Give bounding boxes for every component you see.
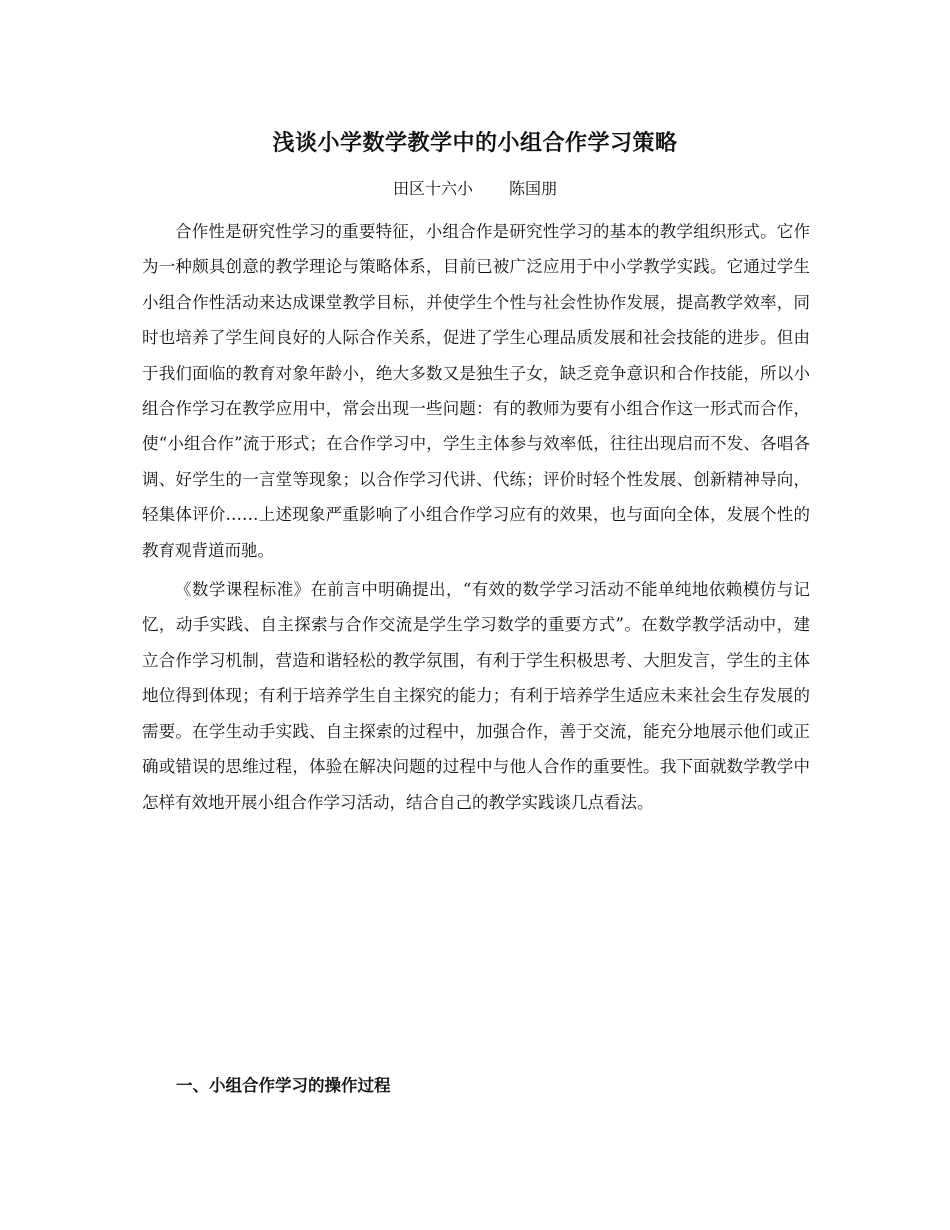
paragraph-2: 《数学课程标准》在前言中明确提出，“有效的数学学习活动不能单纯地依赖模仿与记忆，动手实践、自主探索与合作交流是学生学习数学的重要方式”。在数学教学活动中，建立合作学习机制，营造和谐轻松的教学氛围，有利于学生积极思考、大胆发言，学生的主体地位得到体现；有利于培养学生自主探究的能力；有利于培养学生适应未来社会生存发展的需要。在学生动手实践、自主探索的过程中，加强合作，善于交流，能充分地展示他们或正确或错误的思维过程，体验在解决问题的过程中与他人合作的重要性。我下面就数学教学中怎样有效地开展小组合作学习活动，结合自己的教学实践谈几点看法。 (142, 580, 810, 812)
section-heading: 一、小组合作学习的操作过程 (176, 1076, 391, 1095)
author-name: 陈国朋 (509, 179, 558, 198)
document-title: 浅谈小学数学教学中的小组合作学习策略 (272, 130, 678, 156)
document-body (142, 214, 810, 820)
paragraph-1: 合作性是研究性学习的重要特征，小组合作是研究性学习的基本的教学组织形式。它作为一种颇具创意的教学理论与策略体系，目前已被广泛应用于中小学教学实践。它通过学生小组合作性活动来达成课堂教学目标，并使学生个性与社会性协作发展，提高教学效率，同时也培养了学生间良好的人际合作关系，促进了学生心理品质发展和社会技能的进步。但由于我们面临的教育对象年龄小，绝大多数又是独生子女，缺乏竞争意识和合作技能，所以小组合作学习在教学应用中，常会出现一些问题：有的教师为要有小组合作这一形式而合作，使“小组合作”流于形式；在合作学习中，学生主体参与效率低，往往出现启而不发、各唱各调、好学生的一言堂等现象；以合作学习代讲、代练；评价时轻个性发展、创新精神导向，轻集体评价……上述现象严重影响了小组合作学习应有的效果，也与面向全体，发展个性的教育观背道而驰。 (142, 222, 810, 560)
byline (0, 176, 950, 199)
school-name: 田区十六小 (392, 179, 473, 198)
